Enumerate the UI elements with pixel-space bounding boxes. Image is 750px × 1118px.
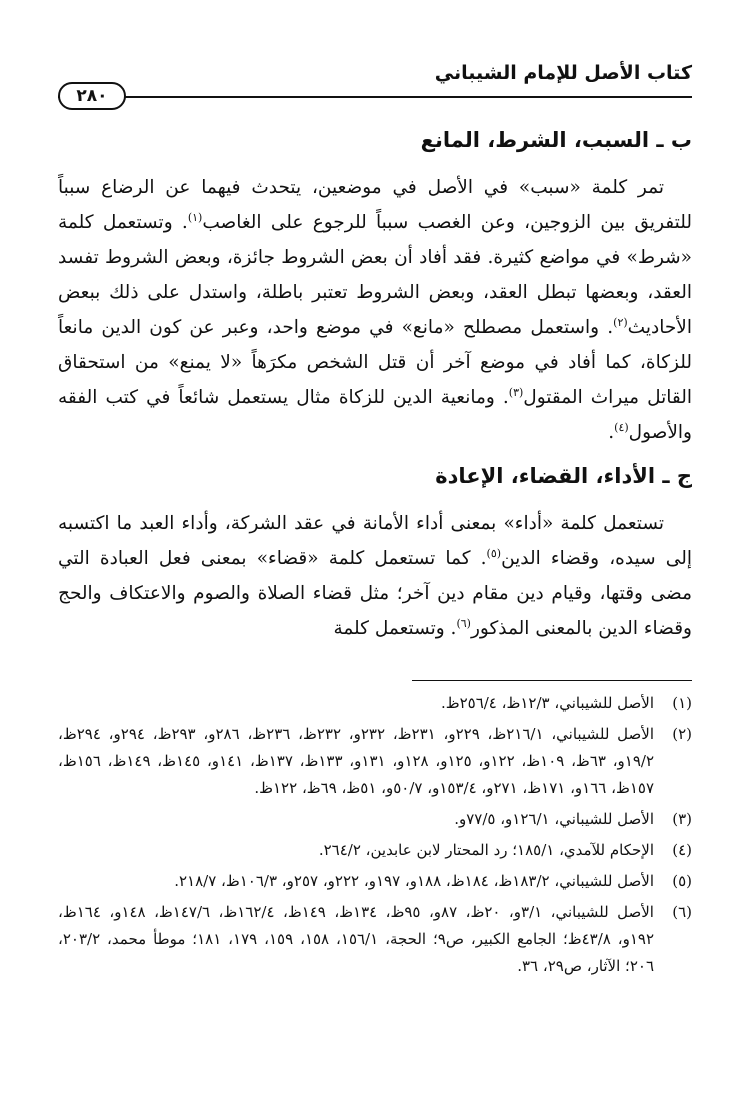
footnote-text: الأصل للشيباني، ١٢/٣ظ، ٢٥٦/٤ظ. — [440, 694, 654, 712]
footnote — [58, 837, 692, 864]
footnote — [58, 806, 692, 833]
body-paragraph — [58, 506, 692, 646]
footnote — [58, 690, 692, 717]
footnote-number: (٣) — [672, 810, 692, 828]
text-run: . ومانعية الدين للزكاة مثال يستعمل شائعاً في كتب الفقه والأصول — [58, 387, 692, 443]
footnote-text: الأصل للشيباني، ١٨٣/٢ظ، ١٨٤ظ، ١٨٨و، ١٩٧و، ٢٢٢و، ٢٥٧و، ١٠٦/٣ظ، ٢١٨/٧. — [174, 872, 654, 890]
text-run: . وتستعمل كلمة «شرط» في مواضع كثيرة. فقد أفاد أن بعض الشروط جائزة، وبعض الشروط تفسد العقد، وبعضها تبطل العقد، وبعض الشروط تعتبر باطلة، واستدل على ذلك ببعض الأحاديث — [58, 212, 692, 338]
text-run: . واستعمل مصطلح «مانع» في موضع واحد، وعبر عن كون الدين مانعاً للزكاة، كما أفاد في موضع آخر أن قتل الشخص مكرَهاً «لا يمنع» من استحقاق القاتل ميراث المقتول — [58, 317, 693, 408]
footnote-text: الإحكام للآمدي، ١٨٥/١؛ رد المحتار لابن عابدين، ٢٦٤/٢. — [318, 841, 654, 859]
section-heading: ج ـ الأداء، القضاء، الإعادة — [435, 464, 692, 488]
footnote — [58, 868, 692, 895]
footnote-number: (٥) — [672, 872, 692, 890]
text-run: . — [608, 422, 615, 443]
footnote-text: الأصل للشيباني، ٢١٦/١ظ، ٢٢٩و، ٢٣١ظ، ٢٣٢و، ٢٣٢ظ، ٢٣٦ظ، ٢٨٦و، ٢٩٣ظ، ٢٩٤و، ٢٩٤ظ، ١٩/٢و، ٦٣ظ، ١٠٩ظ، ١٢٢و، ١٢٥و، ١٢٨و، ١٣١و، ١٣٣ظ، ١٣٧ظ، ١٤١و، ١٤٥ظ، ١٤٩ظ، ١٥٦ظ، ١٥٧ظ، ١٦٦و، ١٧١ظ، ٢٧١و، ١٥٣/٤و، ٥٠/٧و، ٥١ظ، ٦٩ظ، ١٢٢ظ. — [58, 725, 655, 797]
page-header — [58, 62, 692, 106]
footnotes — [58, 690, 692, 984]
footnote — [58, 721, 692, 802]
text-run: تمر كلمة «سبب» في الأصل في موضعين، يتحدث فيهما عن الرضاع سبباً للتفريق بين الزوجين، وعن الغصب سبباً للرجوع على الغاصب — [58, 177, 692, 233]
footnote-reference: (٦) — [456, 616, 471, 630]
section-heading: ب ـ السبب، الشرط، المانع — [420, 128, 692, 152]
text-run: . كما تستعمل كلمة «قضاء» بمعنى فعل العبادة التي مضى وقتها، وقيام دين مقام دين آخر؛ مثل قضاء الصلاة والصوم والاعتكاف والحج وقضاء الدين بالمعنى المذكور — [58, 548, 692, 639]
footnote-number: (٢) — [672, 725, 692, 743]
footnote-reference: (٢) — [613, 315, 628, 329]
footnote-number: (١) — [672, 694, 692, 712]
page-number: ٢٨٠ — [58, 82, 126, 110]
body-paragraph — [58, 170, 692, 450]
text-run: تستعمل كلمة «أداء» بمعنى أداء الأمانة في عقد الشركة، وأداء العبد ما اكتسبه إلى سيده، وقضاء الدين — [58, 513, 692, 569]
main-text — [58, 118, 692, 660]
footnote-separator — [412, 680, 692, 681]
footnote-reference: (١) — [187, 210, 203, 224]
footnote-reference: (٤) — [614, 420, 629, 434]
footnote-reference: (٣) — [508, 385, 524, 399]
footnote-number: (٤) — [672, 841, 692, 859]
footnote-number: (٦) — [672, 903, 692, 921]
footnote-reference: (٥) — [486, 546, 502, 560]
text-run: . وتستعمل كلمة — [333, 618, 457, 639]
header-rule — [58, 96, 692, 98]
footnote-text: الأصل للشيباني، ١٢٦/١و، ٧٧/٥و. — [454, 810, 654, 828]
footnote-text: الأصل للشيباني، ٣/١و، ٢٠ظ، ٨٧و، ٩٥ظ، ١٣٤ظ، ١٤٩ظ، ١٦٢/٤ظ، ١٤٧/٦ظ، ١٤٨و، ١٦٤ظ، ١٩٢و، ٤٣/٨ظ؛ الجامع الكبير، ص٩؛ الحجة، ١٥٦/١، ١٥٨، ١٥٩، ١٧٩، ١٨١؛ موطأ محمد، ٢٠٣/٢، ٢٠٦؛ الآثار، ص٢٩، ٣٦. — [58, 903, 655, 975]
book-title: كتاب الأصل للإمام الشيباني — [434, 62, 692, 84]
footnote — [58, 899, 692, 980]
